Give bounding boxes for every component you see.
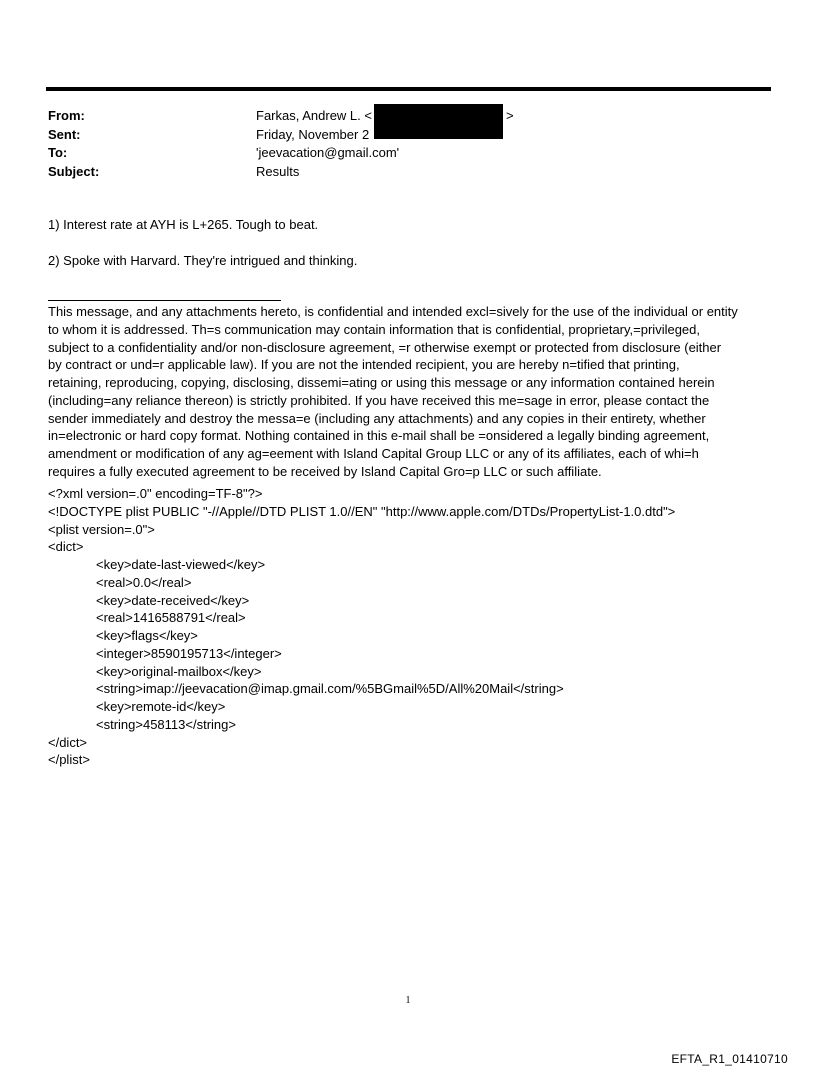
subject-value: Results <box>256 163 300 179</box>
plist-entry: <key>flags</key> <box>96 628 198 643</box>
from-name: Farkas, Andrew L. < <box>256 108 372 123</box>
body-line-1: 1) Interest rate at AYH is L+265. Tough to beat. <box>48 217 319 232</box>
redaction-block <box>374 104 503 139</box>
disclaimer-line: retaining, reproducing, copying, disclosing, dissemi=ating or using this message or any information contained herein <box>48 375 715 390</box>
dict-open-tag: <dict> <box>48 539 84 555</box>
from-label: From: <box>48 108 85 123</box>
plist-entry: <real>0.0</real> <box>96 574 192 590</box>
to-value: 'jeevacation@gmail.com' <box>256 145 400 160</box>
disclaimer-line: to whom it is addressed. Th=s communication may contain information that is confidential, proprietary,=privileged, <box>48 321 701 337</box>
confidentiality-disclaimer <box>48 303 778 481</box>
header-divider <box>46 87 771 91</box>
to-row <box>48 144 768 163</box>
disclaimer-line: This message, and any attachments hereto, is confidential and intended excl=sively for the use of the individual or entity <box>48 304 738 319</box>
xml-declaration: <?xml version=.0" encoding=TF-8"?> <box>48 486 263 501</box>
disclaimer-line: subject to a confidentiality and/or non-disclosure agreement, =r otherwise exempt or protected from disclosure (either <box>48 339 722 355</box>
page-number: 1 <box>405 995 411 1006</box>
plist-entry: <real>1416588791</real> <box>96 610 246 626</box>
subject-label: Subject: <box>48 163 100 179</box>
disclaimer-line: by contract or und=r applicable law). If you are not the intended recipient, you are hereby n=tified that printing, <box>48 357 680 373</box>
plist-entry: <key>date-received</key> <box>96 592 250 608</box>
subject-row <box>48 163 768 182</box>
plist-entry: <integer>8590195713</integer> <box>96 645 282 661</box>
dict-close-tag: </dict> <box>48 734 88 750</box>
from-value <box>256 107 514 126</box>
plist-open-tag: <plist version=.0"> <box>48 521 155 537</box>
disclaimer-line: sender immediately and destroy the messa=e (including any attachments) and any copies in their entirety, whether <box>48 410 706 426</box>
disclaimer-line: (including=any reliance thereon) is strictly prohibited. If you have received this me=sage in error, please contact the <box>48 392 710 408</box>
doctype-line: <!DOCTYPE plist PUBLIC "-//Apple//DTD PLIST 1.0//EN" "http://www.apple.com/DTDs/PropertyList-1.0.dtd"> <box>48 503 676 519</box>
body-line-2: 2) Spoke with Harvard. They're intrigued and thinking. <box>48 253 358 268</box>
signature-divider <box>48 300 281 301</box>
disclaimer-line: in=electronic or hard copy format. Nothing contained in this e-mail shall be =onsidered a legally binding agreement, <box>48 428 710 444</box>
disclaimer-line: requires a fully executed agreement to be received by Island Capital Gro=p LLC or such affiliate. <box>48 463 602 479</box>
disclaimer-line: amendment or modification of any ag=eement with Island Capital Group LLC or any of its affiliates, each of whi=h <box>48 446 699 461</box>
plist-entry: <key>remote-id</key> <box>96 699 226 714</box>
document-id: EFTA_R1_01410710 <box>671 1052 788 1066</box>
plist-entry: <key>original-mailbox</key> <box>96 663 262 679</box>
email-header <box>48 107 768 181</box>
to-label: To: <box>48 145 68 160</box>
plist-block <box>48 485 778 769</box>
plist-entry: <string>458113</string> <box>96 716 236 732</box>
sent-label: Sent: <box>48 126 81 142</box>
plist-entry: <key>date-last-viewed</key> <box>96 557 266 572</box>
from-close-bracket: > <box>506 108 514 123</box>
from-row <box>48 107 768 126</box>
plist-entry: <string>imap://jeevacation@imap.gmail.com/%5BGmail%5D/All%20Mail</string> <box>96 681 564 697</box>
sent-value: Friday, November 2 <box>256 126 370 142</box>
plist-close-tag: </plist> <box>48 752 90 768</box>
